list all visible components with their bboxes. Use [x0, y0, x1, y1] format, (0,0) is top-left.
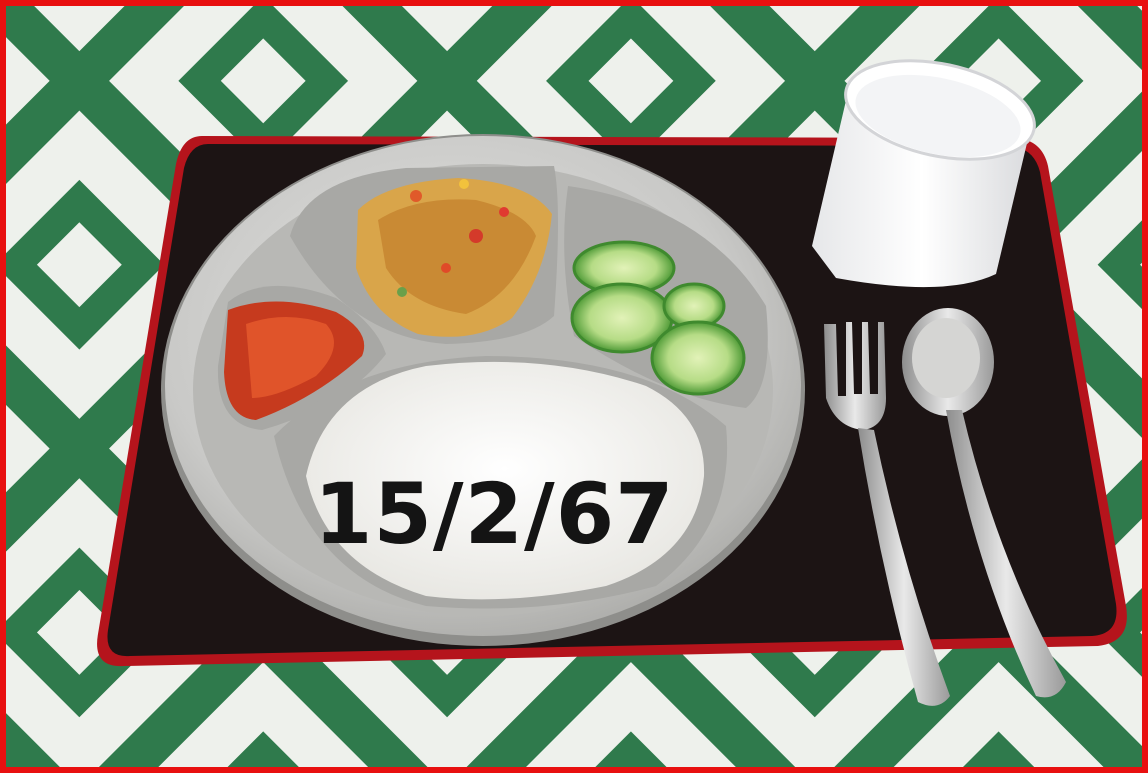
- meal-photo: [6, 6, 1148, 773]
- date-stamp-text: 15/2/67: [314, 465, 675, 563]
